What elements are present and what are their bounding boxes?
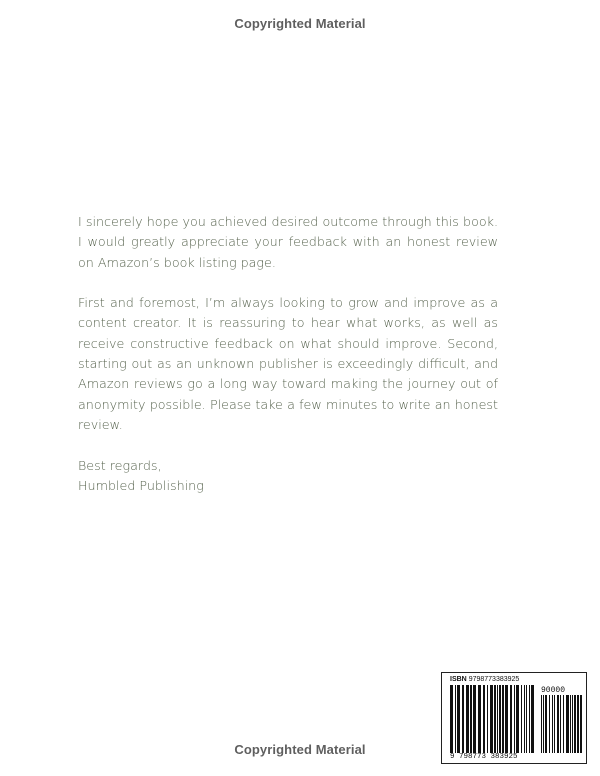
paragraph-2: First and foremost, I’m always looking to grow and improve as a content creator. It is reassuring to hear what works, as well as receive constructive feedback on what should improve. Second, starting out as an unknown publisher is exceedingly difficult, and Amazon reviews go a long way toward making the journey out of anonymity possible. Please take a few minutes to write an honest review. (78, 295, 498, 432)
isbn-number: 9798773383925 (468, 676, 520, 683)
closing-line: Best regards, (78, 457, 162, 473)
barcode-digits: 9 798773 383925 (450, 753, 518, 761)
signature: Humbled Publishing (78, 477, 204, 493)
back-cover-text (78, 212, 498, 496)
closing-block (78, 456, 498, 497)
watermark-top: Copyrighted Material (234, 16, 366, 31)
price-code: 90000 (541, 686, 566, 695)
isbn-label: ISBN (450, 676, 467, 683)
watermark-bottom: Copyrighted Material (234, 742, 366, 757)
paragraph-1: I sincerely hope you achieved desired outcome through this book. I would greatly appreciate your feedback with an honest review on Amazon’s book listing page. (78, 214, 498, 270)
